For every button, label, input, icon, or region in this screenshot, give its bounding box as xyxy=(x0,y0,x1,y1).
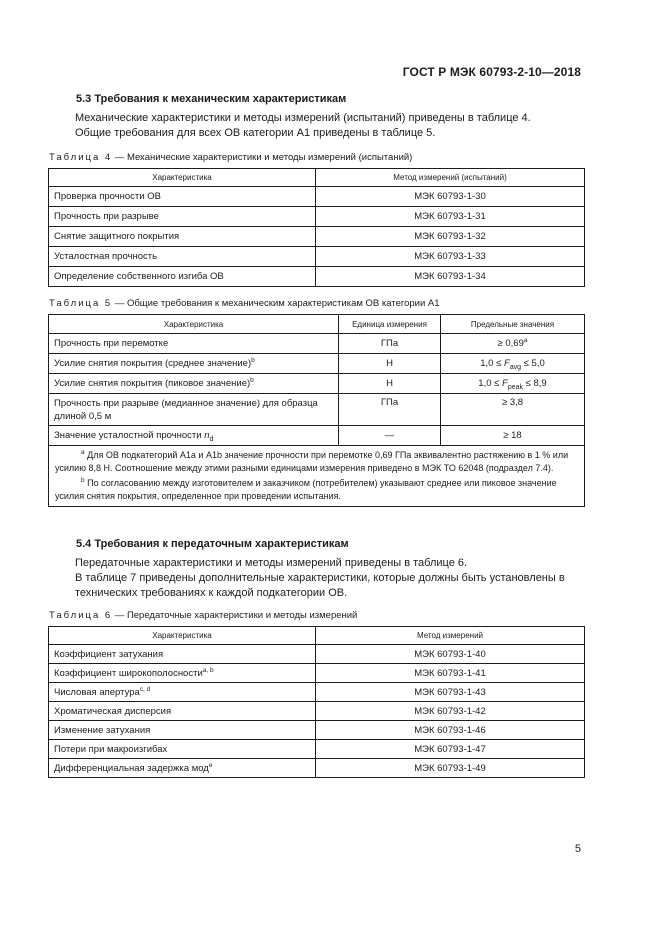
table-row xyxy=(49,354,585,374)
table-row xyxy=(49,374,585,394)
section-5-4-text xyxy=(49,556,589,601)
table-row xyxy=(49,227,585,247)
cell-method: МЭК 60793-1-31 xyxy=(316,207,585,227)
cell-characteristic: Прочность при разрыве (медианное значение) для образца длиной 0,5 м xyxy=(49,394,339,426)
cell-limit xyxy=(441,334,585,354)
characteristic-text: Значение усталостной прочности xyxy=(54,430,205,441)
cell-method: МЭК 60793-1-41 xyxy=(316,664,585,683)
footnote-marker: a xyxy=(523,336,528,344)
limit-prefix: 1,0 ≤ xyxy=(478,378,502,389)
table-4 xyxy=(48,168,585,287)
table-row xyxy=(49,759,585,778)
table-4-caption xyxy=(49,152,412,163)
cell-unit: Н xyxy=(339,354,441,374)
table-caption-text: — Передаточные характеристики и методы измерений xyxy=(112,610,358,621)
limit-prefix: 1,0 ≤ xyxy=(480,358,504,369)
column-header: Характеристика xyxy=(49,627,316,645)
characteristic-text: Коэффициент широкополосности xyxy=(54,667,203,679)
cell-unit: Н xyxy=(339,374,441,394)
limit-value: ≥ 0,69 xyxy=(497,338,524,349)
paragraph: Общие требования для всех ОВ категории А1 приведены в таблице 5. xyxy=(75,127,436,139)
cell-method: МЭК 60793-1-32 xyxy=(316,227,585,247)
footnote-marker: b xyxy=(81,477,85,484)
cell-characteristic: Определение собственного изгиба ОВ xyxy=(49,267,316,287)
table-6-caption xyxy=(49,610,357,621)
force-symbol: F xyxy=(503,358,510,369)
cell-characteristic: Проверка прочности ОВ xyxy=(49,187,316,207)
cell-characteristic: Изменение затухания xyxy=(49,721,316,740)
cell-method: МЭК 60793-1-47 xyxy=(316,740,585,759)
footnote-marker: a xyxy=(81,449,85,456)
symbol-n: n xyxy=(204,430,210,441)
characteristic-text: Числовая апертура xyxy=(54,686,140,698)
cell-method: МЭК 60793-1-34 xyxy=(316,267,585,287)
table-row xyxy=(49,394,585,426)
cell-characteristic: Потери при макроизгибах xyxy=(49,740,316,759)
cell-characteristic: Коэффициент затухания xyxy=(49,645,316,664)
cell-limit: ≥ 18 xyxy=(441,426,585,446)
table-row xyxy=(49,267,585,287)
cell-method: МЭК 60793-1-30 xyxy=(316,187,585,207)
footnote-text: Для ОВ подкатегорий А1а и А1b значение прочности при перемотке 0,69 ГПа эквивалентно растяжению в 1 % или усилию 8,8 Н. Соотношение между этими разными единицами измерения приведено в МЭК ТО 62048 (подраздел 7.4). xyxy=(55,450,569,473)
table-5-caption xyxy=(49,298,440,309)
table-row xyxy=(49,683,585,702)
characteristic-text: Дифференциальная задержка мод xyxy=(54,762,209,774)
column-header: Характеристика xyxy=(49,169,316,187)
cell-characteristic: Прочность при перемотке xyxy=(49,334,339,354)
footnote-a xyxy=(55,449,579,474)
paragraph: Механические характеристики и методы измерений (испытаний) приведены в таблице 4. xyxy=(75,112,531,124)
table-caption-label: Таблица 4 xyxy=(49,152,113,163)
column-header: Метод измерений xyxy=(316,627,585,645)
characteristic-text: Усилие снятия покрытия (пиковое значение) xyxy=(54,378,251,389)
table-row xyxy=(49,334,585,354)
section-5-3-text xyxy=(49,111,589,141)
table-caption-label: Таблица 5 xyxy=(49,298,113,309)
cell-characteristic xyxy=(49,374,339,394)
cell-characteristic: Снятие защитного покрытия xyxy=(49,227,316,247)
cell-method: МЭК 60793-1-49 xyxy=(316,759,585,778)
table-row xyxy=(49,702,585,721)
paragraph: Передаточные характеристики и методы измерений приведены в таблице 6. xyxy=(75,557,468,569)
cell-characteristic: Прочность при разрыве xyxy=(49,207,316,227)
cell-characteristic xyxy=(49,759,316,778)
force-symbol: F xyxy=(502,378,508,389)
cell-limit: ≥ 3,8 xyxy=(441,394,585,426)
symbol-subscript: d xyxy=(209,435,214,443)
cell-characteristic xyxy=(49,683,316,702)
table-notes-row xyxy=(49,446,585,507)
document-header: ГОСТ Р МЭК 60793-2-10—2018 xyxy=(402,65,581,79)
table-5 xyxy=(48,314,585,507)
force-subscript: peak xyxy=(507,383,523,391)
cell-method: МЭК 60793-1-42 xyxy=(316,702,585,721)
footnote-marker: b xyxy=(250,376,254,384)
table-header-row xyxy=(49,315,585,334)
table-row xyxy=(49,721,585,740)
section-heading-5-3: 5.3 Требования к механическим характеристикам xyxy=(76,93,347,105)
cell-method: МЭК 60793-1-33 xyxy=(316,247,585,267)
table-notes xyxy=(49,446,585,507)
cell-limit xyxy=(441,374,585,394)
table-6 xyxy=(48,626,585,778)
cell-characteristic: Хроматическая дисперсия xyxy=(49,702,316,721)
cell-unit: — xyxy=(339,426,441,446)
table-caption-text: — Механические характеристики и методы измерений (испытаний) xyxy=(112,152,413,163)
table-row xyxy=(49,207,585,227)
table-row xyxy=(49,645,585,664)
cell-characteristic xyxy=(49,354,339,374)
cell-characteristic xyxy=(49,426,339,446)
footnote-marker: e xyxy=(208,761,213,769)
cell-unit: ГПа xyxy=(339,394,441,426)
cell-method: МЭК 60793-1-46 xyxy=(316,721,585,740)
limit-suffix: ≤ 5,0 xyxy=(521,358,545,369)
cell-characteristic xyxy=(49,664,316,683)
table-header-row xyxy=(49,169,585,187)
page-number: 5 xyxy=(574,843,581,855)
cell-characteristic: Усталостная прочность xyxy=(49,247,316,267)
footnote-marker: a, b xyxy=(202,666,214,674)
footnote-b xyxy=(55,477,579,502)
paragraph: В таблице 7 приведены дополнительные характеристики, которые должны быть установлены в технических требованиях к каждой подкатегории ОВ. xyxy=(75,572,565,599)
table-caption-label: Таблица 6 xyxy=(49,610,113,621)
characteristic-text: Усилие снятия покрытия (среднее значение) xyxy=(54,358,252,369)
column-header: Характеристика xyxy=(49,315,339,334)
footnote-marker: c, d xyxy=(139,685,151,693)
footnote-text: По согласованию между изготовителем и заказчиком (потребителем) указывают среднее или пиковое значение усилия снятия покрытия, определенное при проведении испытания. xyxy=(55,478,557,501)
column-header: Предельные значения xyxy=(441,315,585,334)
section-heading-5-4: 5.4 Требования к передаточным характеристикам xyxy=(76,538,349,550)
table-header-row xyxy=(49,627,585,645)
cell-unit: ГПа xyxy=(339,334,441,354)
table-caption-text: — Общие требования к механическим характеристикам ОВ категории А1 xyxy=(112,298,440,309)
force-subscript: avg xyxy=(509,363,522,371)
footnote-marker: b xyxy=(251,356,255,364)
table-row xyxy=(49,740,585,759)
cell-limit xyxy=(441,354,585,374)
table-row xyxy=(49,247,585,267)
cell-method: МЭК 60793-1-40 xyxy=(316,645,585,664)
column-header: Метод измерений (испытаний) xyxy=(316,169,585,187)
table-row xyxy=(49,426,585,446)
cell-method: МЭК 60793-1-43 xyxy=(316,683,585,702)
table-row xyxy=(49,664,585,683)
table-row xyxy=(49,187,585,207)
limit-suffix: ≤ 8,9 xyxy=(523,378,547,389)
column-header: Единица измерения xyxy=(339,315,441,334)
